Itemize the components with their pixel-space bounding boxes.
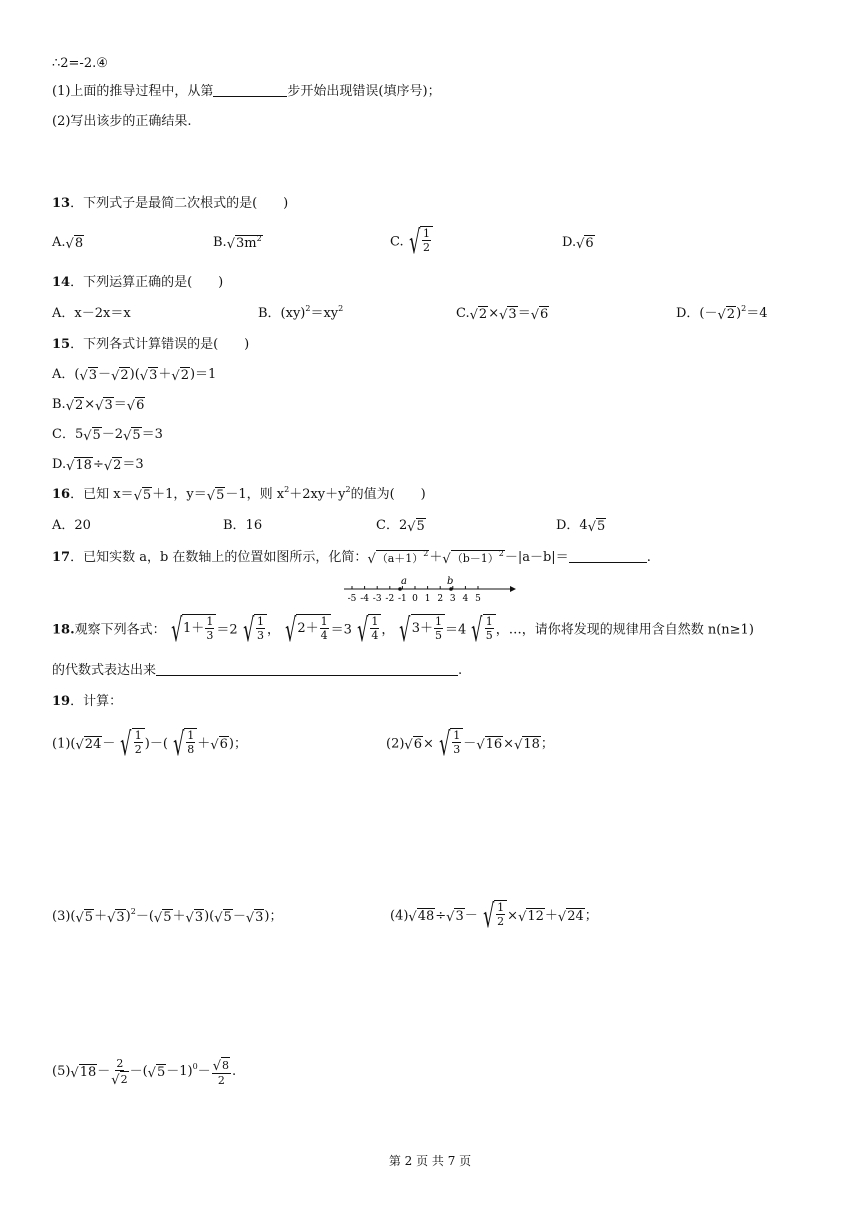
q19-part2: (2) √ 6 × √ $\frac{1}{3}$ － √ 16 × √ 18 ； [386,725,554,763]
q17-answer-blank[interactable] [569,549,647,563]
q13-number: 13 [52,196,71,211]
q14-option-d: D．(－ √ 2 )$^2$＝4 [676,304,768,323]
q16-option-b: B．16 [223,518,263,533]
q14-stem-text: ．下列运算正确的是( ) [70,275,224,290]
page-footer: 第 2 页 共 7 页 [388,1154,472,1168]
number-line [338,576,518,606]
q12-part1 [52,83,441,101]
q14-number: 14 [52,275,71,290]
q16-number: 16 [52,487,71,502]
q19-part5: (5) √ 18 － 2 √ 2 －( √ 5 －1)$^0$－ √ 8 2 . [52,1056,237,1088]
q16-option-c: C．2 √ 5 [376,518,425,535]
q13-option-d: D. √ 6 [562,235,594,252]
sqrt-8: √ 8 [65,235,84,252]
q15-option-d: D. √ 18 ÷ √ 2 ＝3 [52,457,144,474]
q14-option-c: C. √ 2 × √ 3 ＝ √ 6 [456,306,549,323]
q13-stem-text: ．下列式子是最简二次根式的是( ) [70,196,289,211]
q12-part1-text-a: (1)上面的推导过程中，从第 [52,84,214,99]
sqrt-6: √ 6 [576,235,594,252]
tick-label: -2 [385,594,395,604]
q19-part4: (4) √ 48 ÷ √ 3 － √ $\frac{1}{2}$ × √ 12 ＋ √ 24 ； [390,897,598,935]
tick-label: 4 [462,594,469,604]
q18-number: 18. [52,622,75,638]
number-line-arrow [510,586,516,592]
q15-number: 15 [52,337,71,352]
q15-option-c: C．5 √ 5 －2 √ 5 ＝3 [52,427,163,444]
tick-label: -4 [360,594,369,604]
q13-option-a: A. √ 8 [52,235,84,252]
tick-label: -1 [398,594,407,604]
q16-stem: 16．已知 x＝ √ 5 ＋1，y＝ √ 5 －1，则 $x^2+2xy+y^2$的值为( ) [52,485,426,504]
q13-option-c: C. √ $\frac{1}{2}$ [390,226,433,258]
q12-answer-blank[interactable] [213,83,287,97]
tick-label: -5 [347,594,357,604]
point-b [449,587,453,591]
q18-line2: 的代数式表达出来 . [52,663,463,678]
tick-label: 1 [424,594,431,604]
tick-label: 0 [412,594,418,604]
q19-part3: (3)( √ 5 ＋ √ 3 )$^2$－( √ 5 ＋ √ 3 )( √ 5 － √ 3 )； [52,907,283,926]
q13-stem [52,195,288,213]
q18-stem: 18.观察下列各式： √ 1＋ $\frac{1}{3}$ ＝2 √ $\frac{1}{3}$ ， √ 2＋ $\frac{1}{4}$ ＝3 √ $\frac{1}{4}$ ， √ 3＋ $\frac{1}{5}$ ＝4 √ $\frac{1}{5}$ ，…，请你将发现的规律用含自然数 n(n≥1) [52,611,754,649]
q15-stem [52,336,249,354]
q19-stem: 19．计算： [52,694,123,709]
tick-label: 2 [437,594,444,604]
q15-option-b: B. √ 2 × √ 3 ＝ √ 6 [52,397,145,414]
q19-number: 19 [52,694,71,709]
label-a: a [401,576,407,587]
q17-stem: 17．已知实数 a，b 在数轴上的位置如图所示，化简： √ $(a+1)^2$ ＋ √ $(b-1)^2$ －|a－b|＝ . [52,548,651,567]
q17-number: 17 [52,550,71,565]
q16-option-d: D．4 √ 5 [556,518,606,535]
q14-option-a: A．x－2x＝x [52,306,131,321]
q16-option-a: A．20 [52,518,91,533]
derivation-step-4: ∴2=-2.④ [52,56,108,71]
label-b: b [447,576,454,587]
tick-label: 5 [475,594,481,604]
q19-part1: (1)( √ 24 － √ $\frac{1}{2}$ )－( √ $\frac{1}{8}$ ＋ √ 6 )； [52,725,247,763]
sqrt-3m2: √ $3m^2$ [226,233,262,252]
tick-label: 3 [449,594,456,604]
q18-answer-blank[interactable] [156,662,458,676]
point-a [398,587,402,591]
q14-stem [52,274,223,292]
sqrt-half: √ $\frac{1}{2}$ [404,226,433,258]
q12-part2: (2)写出该步的正确结果. [52,114,192,129]
q15-stem-text: ．下列各式计算错误的是( ) [70,337,250,352]
q14-option-b: B．$(xy)^2=xy^2$ [258,304,344,321]
tick-label: -3 [372,594,382,604]
q15-option-a: A．( √ 3 － √ 2 )( √ 3 ＋ √ 2 )＝1 [52,367,217,384]
q13-option-b: B. √ $3m^2$ [213,233,262,252]
q12-part1-text-b: 步开始出现错误(填序号)； [287,84,441,99]
